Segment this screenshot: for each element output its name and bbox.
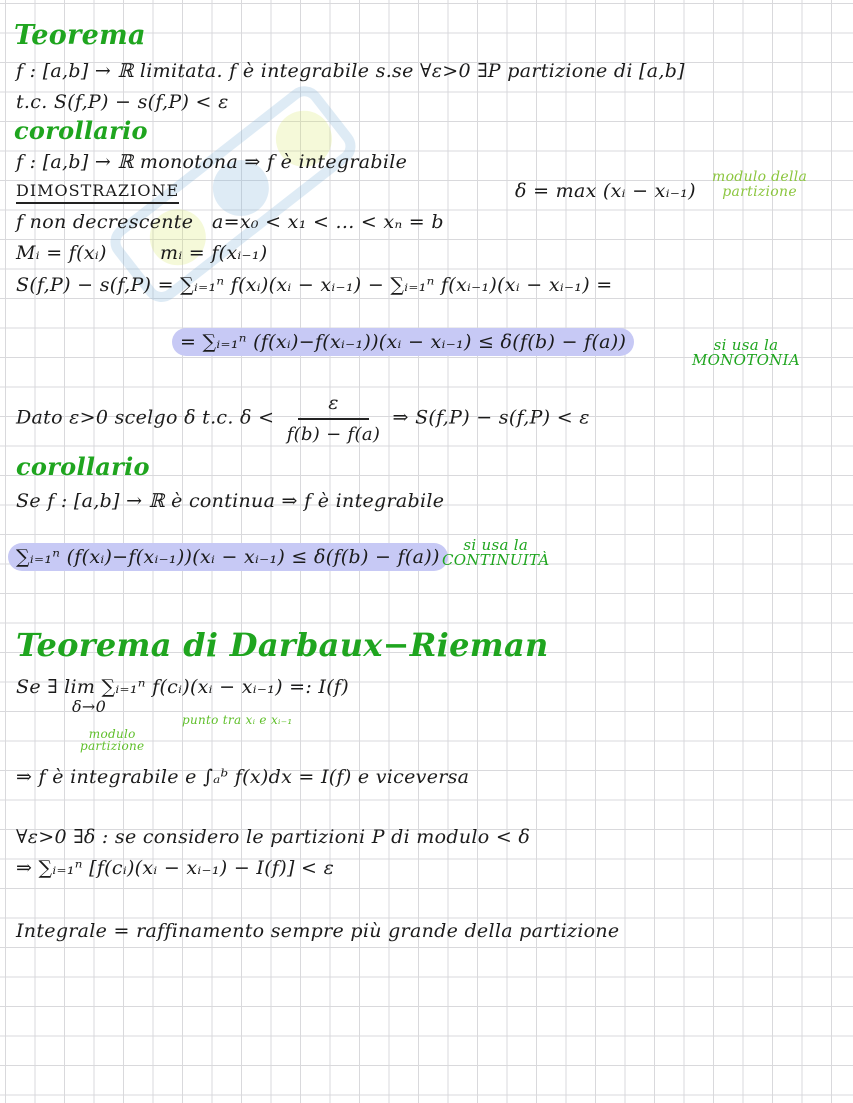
delta-to-zero: δ→0	[72, 697, 107, 716]
highlighted-estimate-1: = ∑ᵢ₌₁ⁿ (f(xᵢ)−f(xᵢ₋₁))(xᵢ − xᵢ₋₁) ≤ δ(f(b) − f(a))	[172, 328, 634, 356]
modulo-partition-note: modulo partizione	[80, 727, 145, 753]
riemann-sum-bound: ⇒ ∑ᵢ₌₁ⁿ [f(cᵢ)(xᵢ − xᵢ₋₁) − I(f)] < ε	[16, 857, 335, 879]
modulo-note: modulo della partizione	[712, 169, 808, 200]
theorem-title: Teorema	[14, 20, 146, 51]
mi-definition: mᵢ = f(xᵢ₋₁)	[160, 242, 268, 264]
epsilon-fraction: $\frac{\varepsilon}{f(b) - f(a)}$	[286, 392, 381, 445]
darboux-riemann-title: Teorema di Darbaux−Rieman	[16, 626, 549, 664]
Mi-definition: Mᵢ = f(xᵢ)	[16, 242, 107, 264]
integral-remark: Integrale = raffinamento sempre più grande della partizione	[16, 920, 620, 942]
darboux-limit: Se ∃ lim ∑ᵢ₌₁ⁿ f(cᵢ)(xᵢ − xᵢ₋₁) =: I(f)	[16, 676, 349, 698]
proof-title: DIMOSTRAZIONE	[16, 181, 179, 204]
theorem-line-2: t.c. S(f,P) − s(f,P) < ε	[16, 91, 229, 113]
difference-sum: S(f,P) − s(f,P) = ∑ᵢ₌₁ⁿ f(xᵢ)(xᵢ − xᵢ₋₁) − ∑ᵢ₌₁ⁿ f(xᵢ₋₁)(xᵢ − xᵢ₋₁) =	[16, 274, 613, 296]
partition-definition: a=x₀ < x₁ < ... < xₙ = b	[212, 211, 444, 233]
choice-of-delta: Dato ε>0 scelgo δ t.c. δ < $\frac{\varepsilon}{f(b) - f(a)}$ ⇒ S(f,P) − s(f,P) < ε	[16, 392, 590, 445]
non-decreasing-label: f non decrescente	[16, 211, 194, 233]
continuita-note: si usa la CONTINUITÀ	[442, 536, 550, 569]
corollary-1-statement: f : [a,b] → ℝ monotona ⇒ f è integrabile	[16, 151, 408, 173]
corollary-2-title: corollario	[16, 452, 150, 481]
epsilon-delta-condition: ∀ε>0 ∃δ : se considero le partizioni P di modulo < δ	[16, 826, 531, 848]
corollary-2-statement: Se f : [a,b] → ℝ è continua ⇒ f è integrabile	[16, 490, 445, 512]
integrability-implication: ⇒ f è integrabile e ∫ₐᵇ f(x)dx = I(f) e viceversa	[16, 766, 470, 788]
theorem-line-1: f : [a,b] → ℝ limitata. f è integrabile s.se ∀ε>0 ∃P partizione di [a,b]	[16, 60, 685, 82]
point-note: punto tra xᵢ e xᵢ₋₁	[182, 713, 293, 727]
highlighted-estimate-2: ∑ᵢ₌₁ⁿ (f(xᵢ)−f(xᵢ₋₁))(xᵢ − xᵢ₋₁) ≤ δ(f(b) − f(a))	[8, 543, 448, 571]
delta-definition: δ = max (xᵢ − xᵢ₋₁)	[515, 180, 696, 202]
corollary-1-title: corollario	[14, 116, 148, 145]
monotonia-note: si usa la MONOTONIA	[692, 336, 800, 369]
